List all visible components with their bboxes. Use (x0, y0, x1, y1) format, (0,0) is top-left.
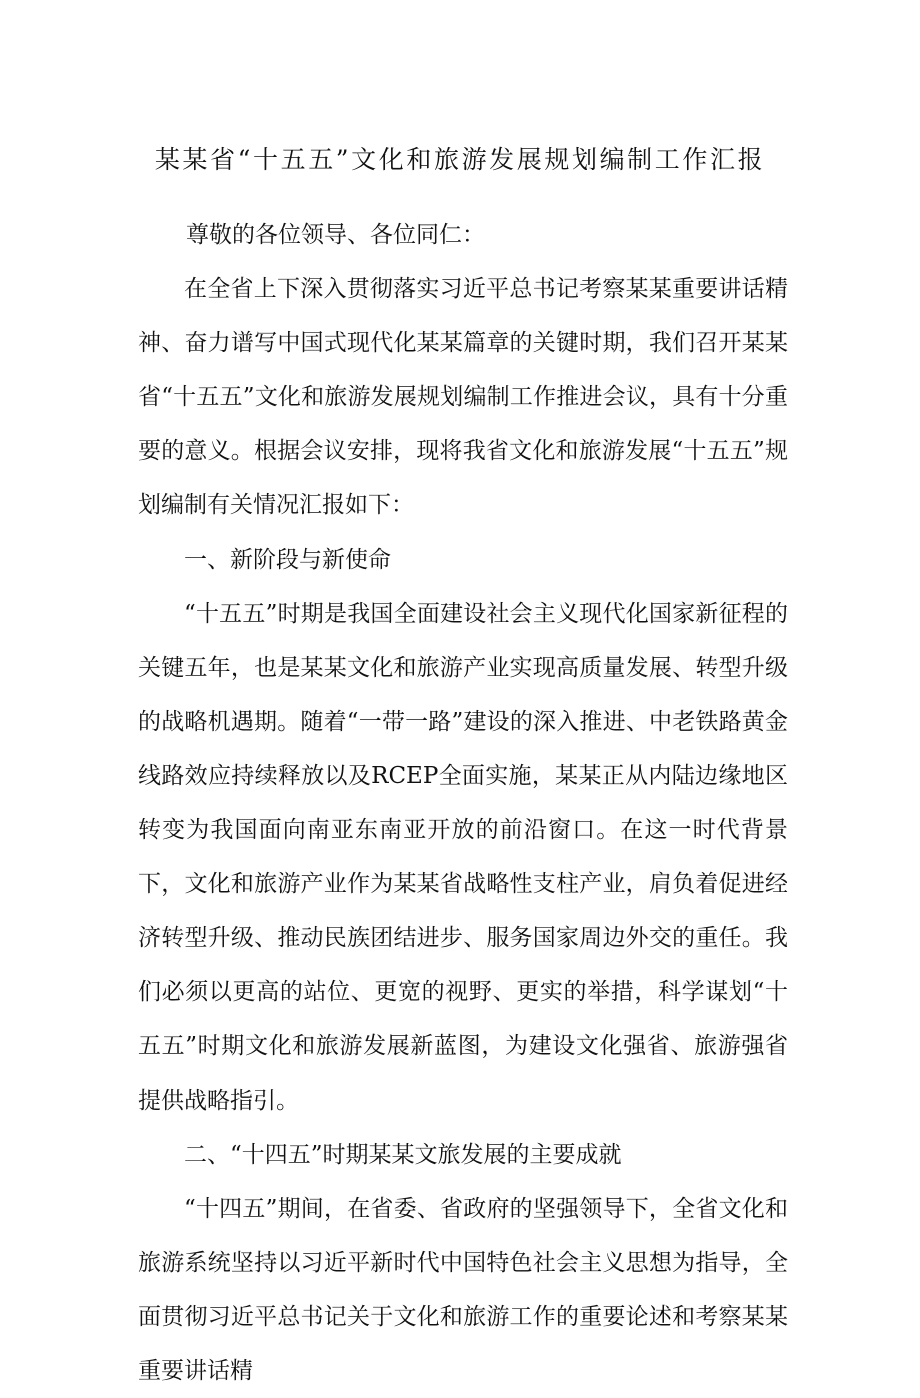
document-title: 某某省“十五五”文化和旅游发展规划编制工作汇报 (154, 145, 766, 174)
section-2-heading: 二、“十四五”时期某某文旅发展的主要成就 (184, 1141, 622, 1168)
document-body (138, 208, 788, 1398)
intro-paragraph: 在全省上下深入贯彻落实习近平总书记考察某某重要讲话精神、奋力谱写中国式现代化某某篇章的关键时期，我们召开某某省“十五五”文化和旅游发展规划编制工作推进会议，具有十分重要的意义。根据会议安排，现将我省文化和旅游发展“十五五”规划编制有关情况汇报如下： (138, 276, 788, 519)
section-1-heading: 一、新阶段与新使命 (184, 546, 391, 573)
salutation: 尊敬的各位领导、各位同仁： (186, 222, 485, 248)
section-2-paragraph: “十四五”期间，在省委、省政府的坚强领导下，全省文化和旅游系统坚持以习近平新时代中国特色社会主义思想为指导，全面贯彻习近平总书记关于文化和旅游工作的重要论述和考察某某重要讲话精 (138, 1195, 788, 1384)
section-1-paragraph: “十五五”时期是我国全面建设社会主义现代化国家新征程的关键五年，也是某某文化和旅游产业实现高质量发展、转型升级的战略机遇期。随着“一带一路”建设的深入推进、中老铁路黄金线路效应持续释放以及RCEP全面实施，某某正从内陆边缘地区转变为我国面向南亚东南亚开放的前沿窗口。在这一时代背景下，文化和旅游产业作为某某省战略性支柱产业，肩负着促进经济转型升级、推动民族团结进步、服务国家周边外交的重任。我们必须以更高的站位、更宽的视野、更实的举措，科学谋划“十五五”时期文化和旅游发展新蓝图，为建设文化强省、旅游强省提供战略指引。 (138, 600, 788, 1114)
